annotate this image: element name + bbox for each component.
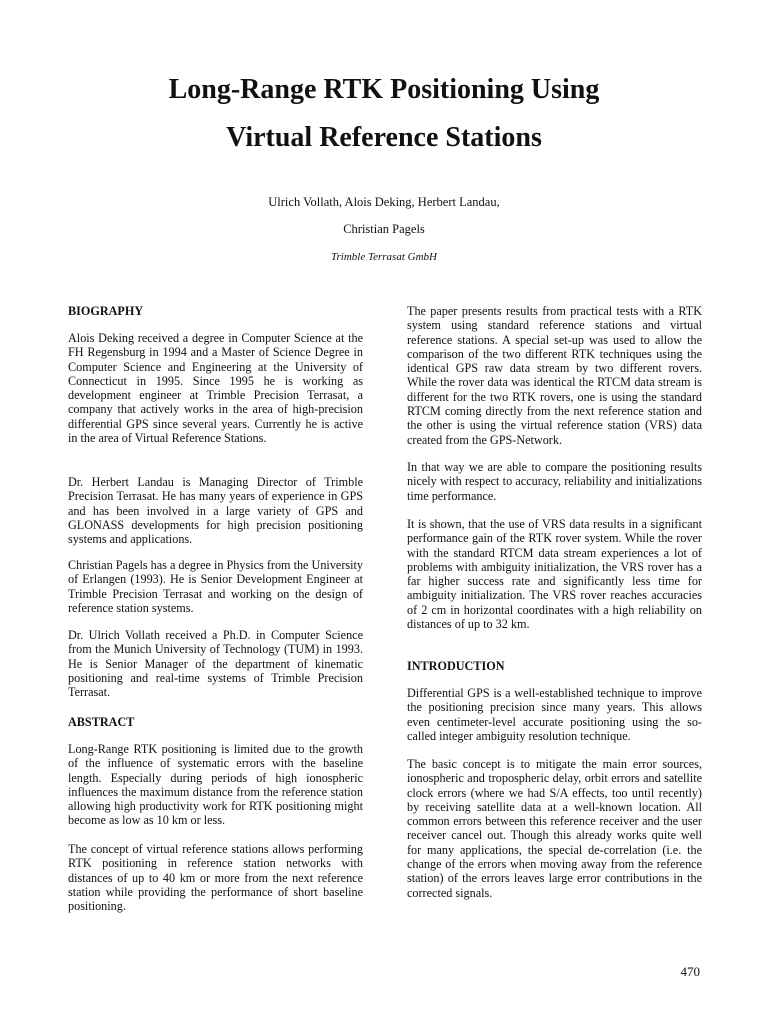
abstract-paragraph-2: The concept of virtual reference stations allows performing RTK positioning in reference station networks with distances of up to 40 km or more from the next reference station while providing the performance of short baseline positioning.: [68, 842, 363, 914]
bio-paragraph-landau: Dr. Herbert Landau is Managing Director of Trimble Precision Terrasat. He has many years of experience in GPS and has been involved in a large variety of GPS and GLONASS developments for high precision positioning systems and applications.: [68, 475, 363, 547]
bio-paragraph-pagels: Christian Pagels has a degree in Physics from the University of Erlangen (1993). He is Senior Development Engineer at Trimble Precision Terrasat and working on the design of reference station systems.: [68, 558, 363, 615]
abstract-paragraph-4: In that way we are able to compare the positioning results nicely with respect to accuracy, reliability and initializations time performance.: [407, 460, 702, 503]
biography-heading: BIOGRAPHY: [68, 304, 144, 318]
abstract-paragraph-1: Long-Range RTK positioning is limited due to the growth of the influence of systematic errors with the baseline length. Especially during periods of high ionospheric influences the maximum distance from the reference station allowing high productivity work for RTK positioning might become as low as 10 km or less.: [68, 742, 363, 828]
intro-paragraph-1: Differential GPS is a well-established technique to improve the positioning precision since many years. This allows even centimeter-level accurate positioning using the so-called integer ambiguity resolution technique.: [407, 686, 702, 743]
paper-title-line-2: Virtual Reference Stations: [226, 122, 542, 153]
bio-paragraph-deking: Alois Deking received a degree in Computer Science at the FH Regensburg in 1994 and a Master of Science Degree in Computer Science and Engineering at the University of Connecticut in 1995. Since 1995 he is working as development engineer at Trimble Precision Terrasat, a company that actively works in the area of high-precision differential GPS since several years. Currently he is active in the area of Virtual Reference Stations.: [68, 331, 363, 446]
abstract-paragraph-3: The paper presents results from practical tests with a RTK system using standard reference stations and virtual reference stations. A special set-up was used to allow the comparison of the two different RTK techniques using the identical GPS raw data stream by two different rovers. While the rover data was identical the RTCM data stream is different for the two RTK rovers, one is using the standard RTCM coming directly from the next reference station and the other is using the virtual reference station (VRS) data created from the GPS-Network.: [407, 304, 702, 447]
introduction-heading: INTRODUCTION: [407, 659, 505, 673]
abstract-heading: ABSTRACT: [68, 715, 135, 729]
page-number: 470: [680, 964, 700, 979]
paper-title-line-1: Long-Range RTK Positioning Using: [168, 74, 600, 105]
affiliation: Trimble Terrasat GmbH: [331, 251, 437, 263]
bio-paragraph-vollath: Dr. Ulrich Vollath received a Ph.D. in Computer Science from the Munich University of Technology (TUM) in 1993. He is Senior Manager of the department of kinematic positioning and real-time systems of Trimble Precision Terrasat.: [68, 628, 363, 700]
author-list-line-2: Christian Pagels: [343, 222, 425, 236]
abstract-paragraph-5: It is shown, that the use of VRS data results in a significant performance gain of the RTK rover system. While the rover with the standard RTCM data stream experiences a lot of problems with ambiguity initialization, the VRS rover has a far higher success rate and significantly less time for ambiguity initialization. The VRS rover reaches accuracies of 2 cm in horizontal coordinates with a high reliability on distances of up to 32 km.: [407, 517, 702, 632]
author-list-line-1: Ulrich Vollath, Alois Deking, Herbert Landau,: [268, 195, 500, 209]
intro-paragraph-2: The basic concept is to mitigate the main error sources, ionospheric and tropospheric delay, orbit errors and satellite clock errors (where we had S/A effects, too until recently) by receiving satellite data at a well-known location. All common errors between this reference receiver and the user receiver cancel out. Though this already works quite well for many applications, the special de-correlation (i.e. the change of the errors when moving away from the reference station) of the errors leaves large error contributions in the corrected signals.: [407, 757, 702, 900]
